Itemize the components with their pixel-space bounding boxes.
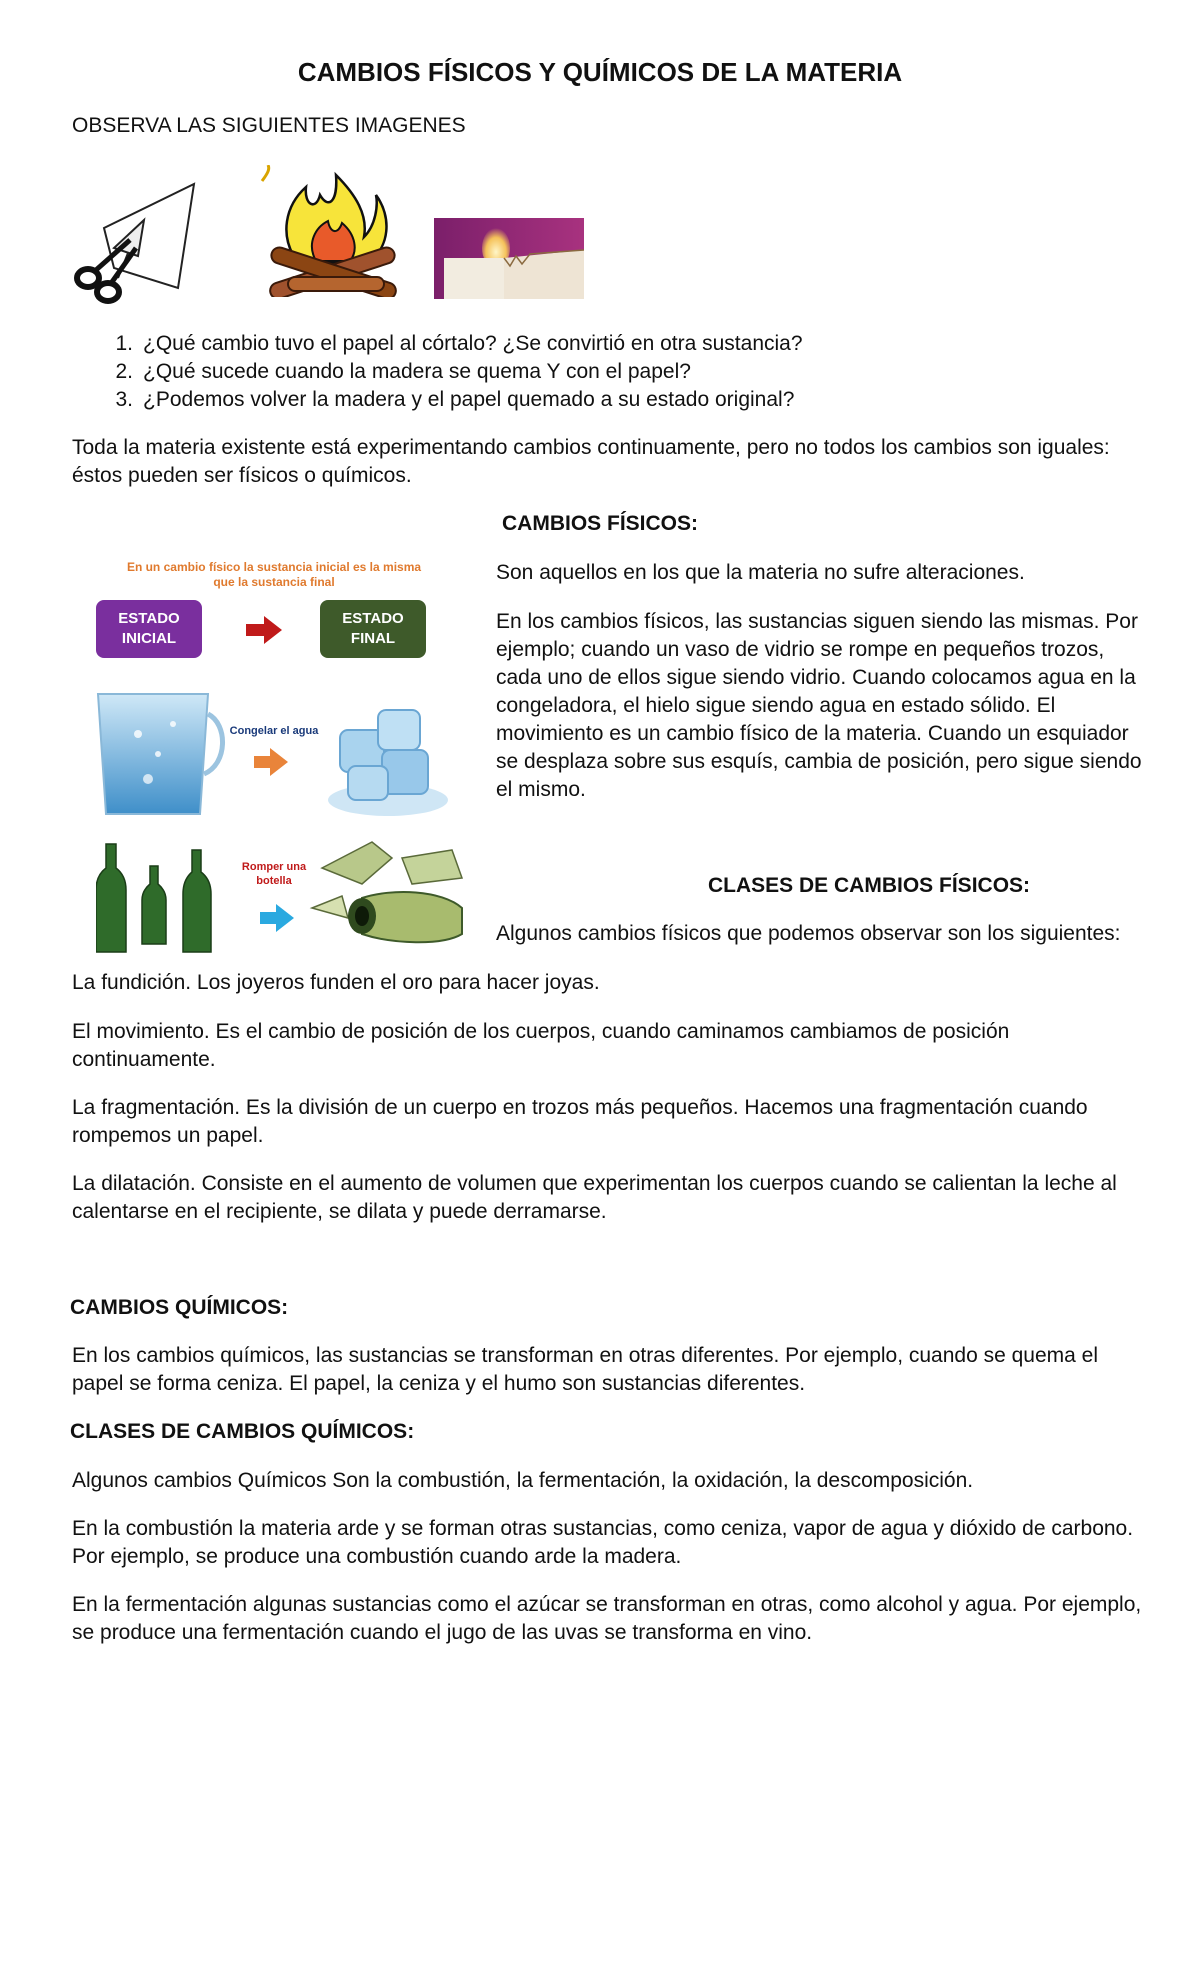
- question-item: 2. ¿Qué sucede cuando la madera se quema Y con el papel?: [115, 360, 691, 383]
- physical-body: En los cambios físicos, las sustancias siguen siendo las mismas. Por ejemplo; cuando un vaso de vidrio se rompe en pequeños trozos, cada uno de ellos sigue siendo vidrio. Cuando colocamos agua en la congeladora, el hielo sigue siendo agua en estado sólido. El movimiento es un cambio físico de la materia. Cuando un esquiador se desplaza sobre sus esquís, cambia de posición, pero sigue siendo el mismo.: [496, 610, 1142, 801]
- arrow-right-icon: [254, 748, 288, 776]
- initial-state-box: ESTADO INICIAL: [96, 600, 202, 658]
- physical-change-diagram: [74, 554, 476, 954]
- ice-cubes-image: [320, 700, 450, 820]
- intro-paragraph: Toda la materia existente está experimentando cambios continuamente, pero no todos los cambios son iguales: éstos pueden ser físicos o químicos.: [72, 436, 1110, 487]
- arrow-right-icon: [246, 616, 282, 644]
- question-item: 3. ¿Podemos volver la madera y el papel quemado a su estado original?: [115, 388, 795, 411]
- chemical-classes-heading: CLASES DE CAMBIOS QUÍMICOS:: [70, 1420, 415, 1443]
- physical-classes-intro: Algunos cambios físicos que podemos observar son los siguientes:: [496, 922, 1121, 945]
- campfire-image: [258, 165, 408, 297]
- physical-class-item: La fragmentación. Es la división de un cuerpo en trozos más pequeños. Hacemos una fragmentación cuando rompemos un papel.: [72, 1096, 1088, 1147]
- physical-class-item: La fundición. Los joyeros funden el oro para hacer joyas.: [72, 971, 600, 994]
- physical-definition: Son aquellos en los que la materia no sufre alteraciones.: [496, 561, 1025, 584]
- chemical-class-item: Algunos cambios Químicos Son la combustión, la fermentación, la oxidación, la descomposición.: [72, 1469, 974, 1492]
- page-title: CAMBIOS FÍSICOS Y QUÍMICOS DE LA MATERIA: [297, 57, 903, 87]
- physical-changes-heading: CAMBIOS FÍSICOS:: [502, 512, 699, 535]
- subtitle: OBSERVA LAS SIGUIENTES IMAGENES: [72, 114, 466, 137]
- chemical-class-item: En la fermentación algunas sustancias como el azúcar se transforman en otras, como alcohol y agua. Por ejemplo, se produce una fermentación cuando el jugo de las uvas se transforma en vino.: [72, 1593, 1142, 1644]
- physical-classes-heading: CLASES DE CAMBIOS FÍSICOS:: [708, 874, 1031, 897]
- water-glass-image: [78, 684, 228, 826]
- question-list: [103, 330, 1003, 414]
- physical-class-item: La dilatación. Consiste en el aumento de volumen que experimentan los cuerpos cuando se calientan la leche al calentarse en el recipiente, se dilata y puede derramarse.: [72, 1172, 1117, 1223]
- chemical-class-item: En la combustión la materia arde y se forman otras sustancias, como ceniza, vapor de agua y dióxido de carbono. Por ejemplo, se produce una combustión cuando arde la madera.: [72, 1517, 1134, 1568]
- bottles-image: [96, 842, 226, 954]
- physical-class-item: El movimiento. Es el cambio de posición de los cuerpos, cuando caminamos cambiamos de posición continuamente.: [72, 1020, 1010, 1071]
- break-bottle-label: Romper una botella: [241, 861, 307, 887]
- final-state-box: ESTADO FINAL: [320, 600, 426, 658]
- arrow-right-icon: [260, 904, 294, 932]
- freeze-label: Congelar el agua: [229, 725, 319, 737]
- burning-paper-image: [434, 218, 584, 299]
- question-item: 1. ¿Qué cambio tuvo el papel al córtalo? ¿Se convirtió en otra sustancia?: [115, 332, 803, 355]
- diagram-caption: En un cambio físico la sustancia inicial es la misma que la sustancia final: [126, 560, 422, 589]
- chemical-changes-heading: CAMBIOS QUÍMICOS:: [70, 1296, 289, 1319]
- chemical-body: En los cambios químicos, las sustancias se transforman en otras diferentes. Por ejemplo, cuando se quema el papel se forma ceniza. El papel, la ceniza y el humo son sustancias diferentes.: [72, 1344, 1099, 1395]
- broken-bottle-image: [302, 838, 476, 954]
- scissors-paper-image: [74, 178, 198, 306]
